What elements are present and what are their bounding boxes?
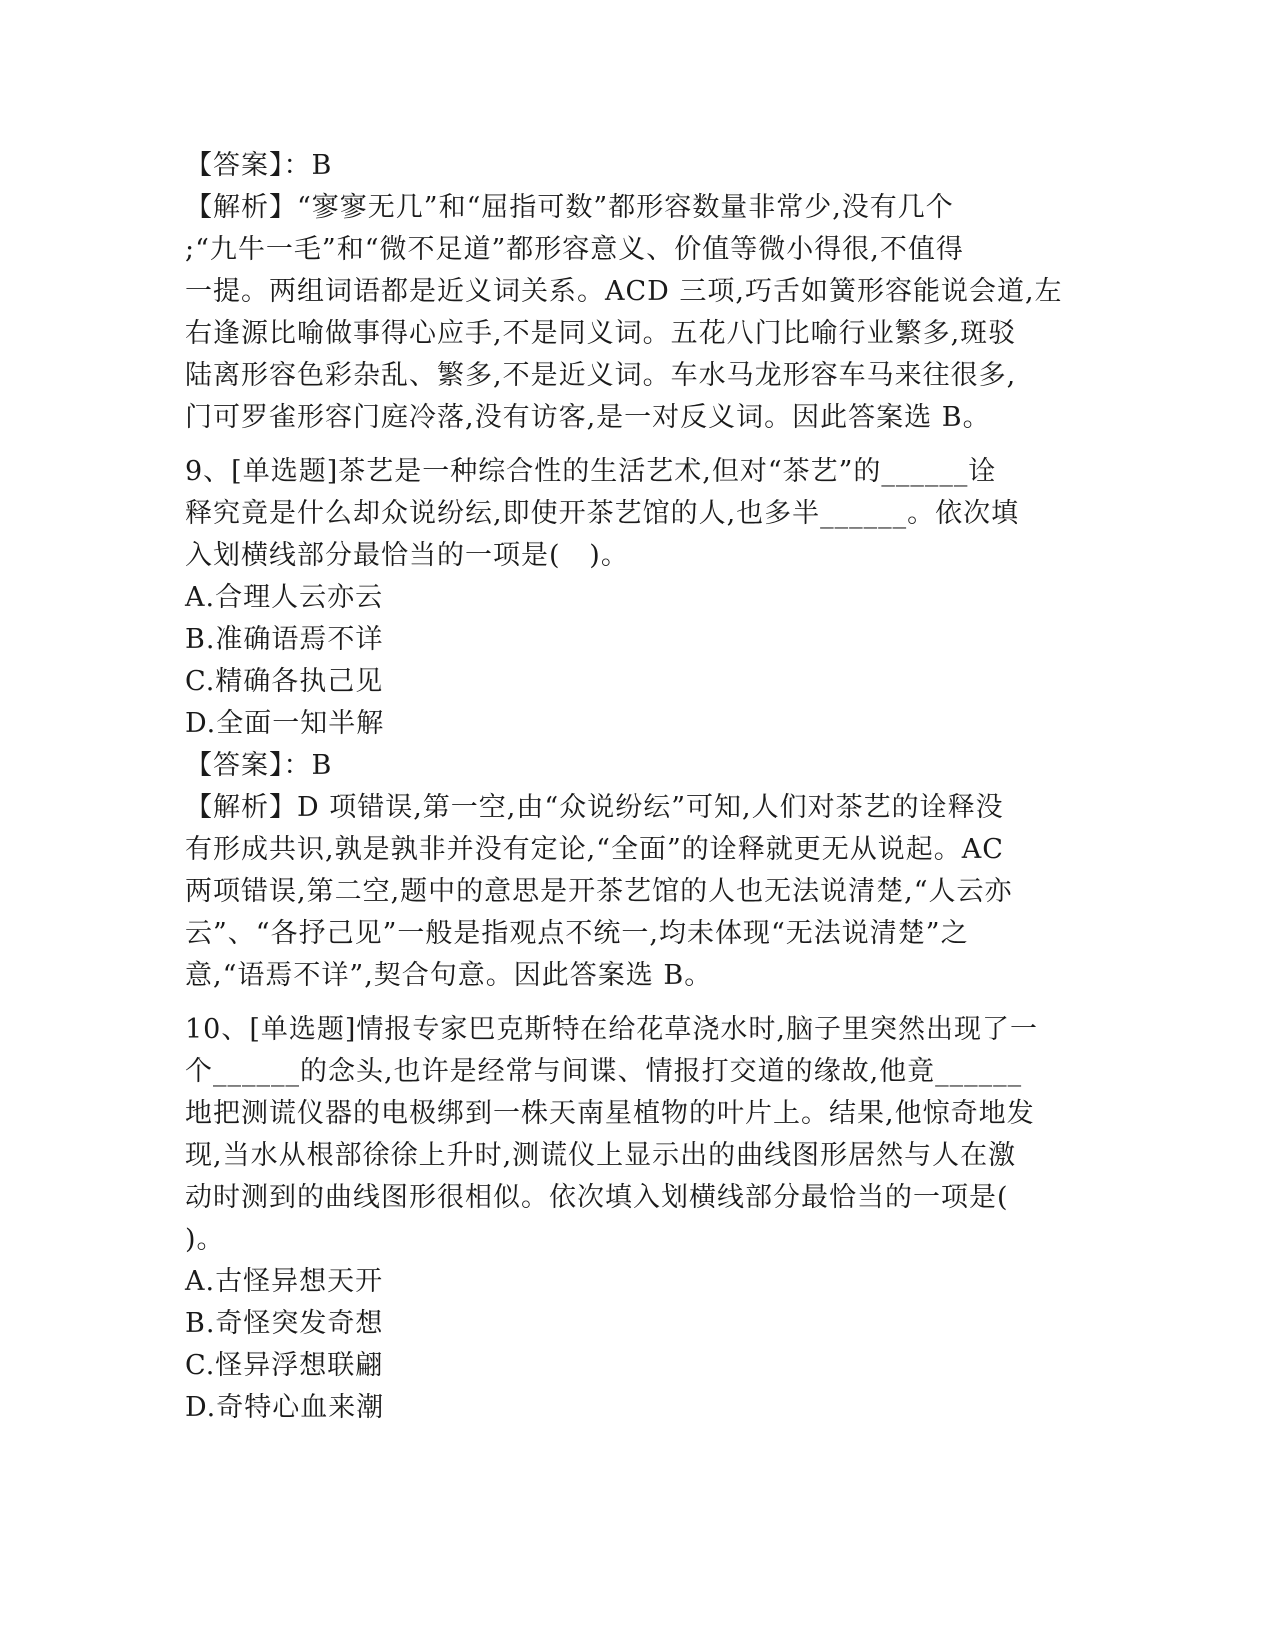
analysis-line: 门可罗雀形容门庭冷落,没有访客,是一对反义词。因此答案选 B。 [185,402,991,433]
question-stem-line: 动时测到的曲线图形很相似。依次填入划横线部分最恰当的一项是( [185,1182,1009,1213]
analysis-line: 云”、“各抒己见”一般是指观点不统一,均未体现“无法说清楚”之 [185,918,969,949]
question-stem-line: 释究竟是什么却众说纷纭,即使开茶艺馆的人,也多半______。依次填 [185,498,1020,529]
option-a: A.合理人云亦云 [185,582,384,613]
question-stem-line: 现,当水从根部徐徐上升时,测谎仪上显示出的曲线图形居然与人在激 [185,1140,1017,1171]
question-stem-line: 9、[单选题]茶艺是一种综合性的生活艺术,但对“茶艺”的______诠 [185,456,997,487]
question-10 [185,1009,1085,1429]
document-page [185,145,1085,1429]
option-d: D.全面一知半解 [185,708,385,739]
answer-line: 【答案】：B [185,150,333,181]
option-b: B.奇怪突发奇想 [185,1308,384,1339]
option-d: D.奇特心血来潮 [185,1392,385,1423]
analysis-line: 两项错误,第二空,题中的意思是开茶艺馆的人也无法说清楚,“人云亦 [185,876,1013,907]
option-c: C.怪异浮想联翩 [185,1350,384,1381]
analysis-line: 一提。两组词语都是近义词关系。ACD 三项,巧舌如簧形容能说会道,左 [185,276,1063,307]
analysis-line: 意,“语焉不详”,契合句意。因此答案选 B。 [185,960,713,991]
analysis-line: 有形成共识,孰是孰非并没有定论,“全面”的诠释就更无从说起。AC [185,834,1004,865]
answer-line: 【答案】：B [185,750,333,781]
question-stem-line: 个______的念头,也许是经常与间谍、情报打交道的缘故,他竟______ [185,1056,1023,1087]
analysis-line: 【解析】“寥寥无几”和“屈指可数”都形容数量非常少,没有几个 [185,192,954,223]
analysis-line: 【解析】D 项错误,第一空,由“众说纷纭”可知,人们对茶艺的诠释没 [185,792,1004,823]
question-stem-line: 入划横线部分最恰当的一项是( )。 [185,540,629,571]
question-stem-line: 地把测谎仪器的电极绑到一株天南星植物的叶片上。结果,他惊奇地发 [185,1098,1035,1129]
option-a: A.古怪异想天开 [185,1266,384,1297]
option-b: B.准确语焉不详 [185,624,384,655]
analysis-line: 陆离形容色彩杂乱、繁多,不是近义词。车水马龙形容车马来往很多, [185,360,1017,391]
question-stem-line: )。 [185,1224,225,1255]
question-stem-line: 10、[单选题]情报专家巴克斯特在给花草浇水时,脑子里突然出现了一 [185,1014,1039,1045]
q8-answer-block [185,145,1085,439]
question-9 [185,451,1085,997]
option-c: C.精确各执己见 [185,666,384,697]
analysis-line: ;“九牛一毛”和“微不足道”都形容意义、价值等微小得很,不值得 [185,234,964,265]
analysis-line: 右逢源比喻做事得心应手,不是同义词。五花八门比喻行业繁多,斑驳 [185,318,1017,349]
